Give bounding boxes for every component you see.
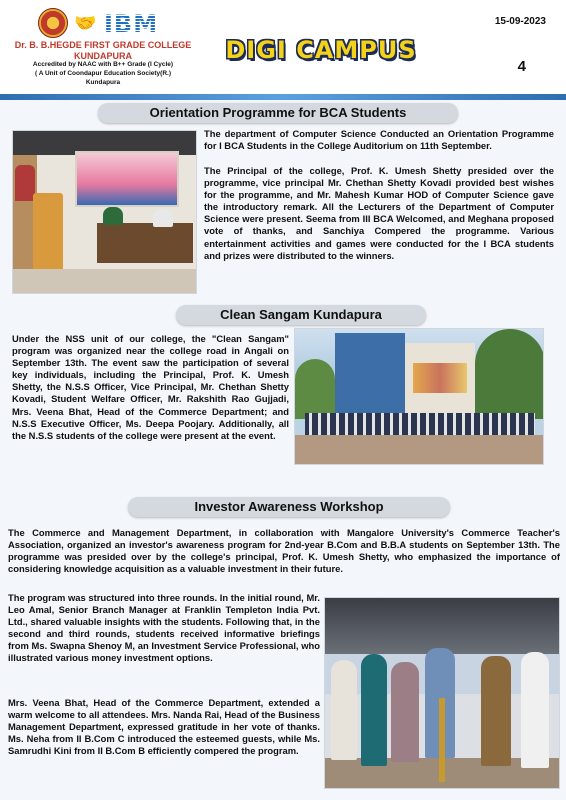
unit-of-text: ( A Unit of Coondapur Education Society(R.) bbox=[34, 70, 171, 77]
header-divider bbox=[0, 94, 566, 100]
orientation-paragraph-2: The Principal of the college, Prof. K. Umesh Shetty presided over the programme, vice principal Mr. Chethan Shetty Kovadi provided best wishes for the programme, and Mr. Mahesh Kumar HOD of Computer Science gave the introductory remark. All the Lecturers of the Department of Computer Science were present. Seema from III BCA Welcomed, and Meghana proposed vote of thanks, and Sanchiya Compered the programme. Various entertainment activities and games were conducted for the I BCA students and prizes were distributed to the winners. bbox=[204, 165, 554, 261]
unit-place-text: Kundapura bbox=[85, 79, 121, 86]
orientation-paragraph-1: The department of Computer Science Conducted an Orientation Programme for I BCA Students in the College Auditorium on 11th September. bbox=[204, 128, 554, 152]
logo-group bbox=[38, 8, 170, 38]
college-place: KUNDAPURA bbox=[74, 51, 132, 61]
orientation-photo bbox=[12, 130, 197, 294]
accreditation-text: Accredited by NAAC with B++ Grade (I Cycle) bbox=[32, 61, 174, 68]
college-name: Dr. B. B.HEGDE FIRST GRADE COLLEGE bbox=[14, 40, 192, 50]
college-seal-icon bbox=[38, 8, 68, 38]
newsletter-header bbox=[0, 0, 566, 96]
investor-rounds-paragraph: The program was structured into three rounds. In the initial round, Mr. Leo Amal, Senior Branch Manager at Franklin Templeton India Pvt. Ltd., shared valuable insights with the students. Following that, in the second and third rounds, students received informative briefings from Ms. Swapna Shenoy M, an Investment Service Professional, who illustrated various money investment options. bbox=[8, 592, 320, 664]
accreditation-block bbox=[8, 60, 198, 87]
handshake-icon: 🤝 bbox=[74, 13, 97, 33]
investor-intro-paragraph: The Commerce and Management Department, in collaboration with Mangalore University's Commerce Teacher's Association, organized an investor's awareness program for 2nd-year B.Com and B.B.A students on September 13th. The programme was presided over by the college's principal, Prof. K. Umesh Shetty, who emphasized the importance of considering knowledge acquisition as a valuable investment in their future. bbox=[8, 527, 560, 575]
magazine-title: DIGI CAMPUS bbox=[225, 36, 417, 64]
section-heading-orientation: Orientation Programme for BCA Students bbox=[98, 103, 458, 123]
issue-date: 15-09-2023 bbox=[494, 16, 546, 27]
clean-sangam-photo bbox=[294, 328, 544, 465]
investor-closing-paragraph: Mrs. Veena Bhat, Head of the Commerce Department, extended a warm welcome to all attendees. Mrs. Nanda Rai, Head of the Business Management Department, expressed gratitude in her vote of thanks. Ms. Neha from II B.Com C introduced the esteemed guests, while Ms. Samrudhi Kini from II B.Com B efficiently compered the program. bbox=[8, 697, 320, 757]
investor-workshop-photo bbox=[324, 597, 560, 789]
section-heading-clean-sangam: Clean Sangam Kundapura bbox=[176, 305, 426, 325]
section-heading-investor: Investor Awareness Workshop bbox=[128, 497, 450, 517]
page-number: 4 bbox=[517, 58, 526, 75]
ibm-logo: IBM bbox=[104, 10, 159, 38]
clean-sangam-paragraph: Under the NSS unit of our college, the "Clean Sangam" program was organized near the college road in Angali on September 13th. The event saw the participation of several key individuals, including the Principal, Prof. K. Umesh Shetty, the N.S.S Officer, Vice Principal, Mr. Chethan Shetty Kovadi, Student Welfare Officer, Mr. Rakshith Rao Gujjadi, Mrs. Veena Bhat, Head of the Commerce Department; and N.S.S Executive Officer, Ms. Deepa Poojary. Additionally, all the N.S.S students of the college were present at the event. bbox=[12, 333, 289, 441]
college-name-block bbox=[8, 40, 198, 62]
